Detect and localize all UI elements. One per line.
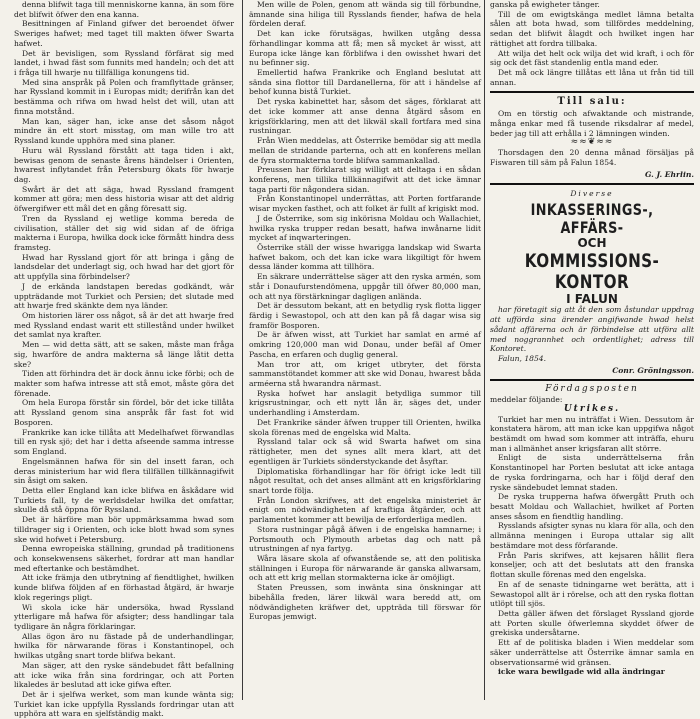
ornament-icon: ≈≈❦≈≈	[570, 137, 614, 148]
article-paragraph: Men wille de Polen, genom att wända sig till förbundne, ämnande sina hiliga till Rysslands fiender, hafwa de hela fördelen deraf.	[249, 0, 481, 29]
article-paragraph: Turkiet har men nu inträffat i Wien. Dessutom är konstatera härom, att man icke kan uppgifwa något bestämdt om hwad som kommer att inträffa, ehuru man i allmänhet anser krigsfaran allt större.	[490, 414, 694, 453]
article-paragraph: Engelsmännen hafwa för sin del insett faran, och deras ministerium har wid flera tillfällen tillkännagifwit sin åsigt om saken.	[14, 456, 234, 486]
foreign-heading: Fördagsposten	[545, 384, 639, 395]
article-paragraph: Med sina anspråk på Polen och framflyttade gränser, har Ryssland kommit in i Europas midt; derifrån kan det bestämma och rifwa om hwad helst det will, utan att finna motstånd.	[14, 77, 234, 116]
ad-place: I FALUN	[566, 291, 618, 306]
article-paragraph: Tiden att förhindra det är dock ännu icke förbi; och de makter som hafwa intresse att stå emot, måste göra det förenade.	[14, 369, 234, 398]
article-paragraph: Tren da Ryssland ej wetlige komma bereda de civilisation, ställer det sig wid sidan af de öfriga makterna i Europa, hwilka dock icke förmått hindra dess framsteg.	[14, 213, 234, 252]
article-paragraph: Besittningen af Finland gifwer det beroendet öfwer Sweriges hafwet; med taget till makten öfwer Swarta hafwet.	[14, 19, 234, 48]
article-paragraph: Man tror att, om kriget utbryter, det första sammanstötandet kommer att ske wid Donau, hwarest båda arméerna stå hwarandra närmast.	[249, 359, 481, 389]
article-paragraph: J de Österrike, som sig inkörisna Moldau och Wallachiet, hwilka ryska trupper redan besatt, hafwa inwånarne lidit mycket af inqwarteringen.	[249, 213, 481, 243]
bold-phrase: icke wara bewilgade wid alla ändringar	[498, 667, 665, 677]
article-paragraph: Denna ewropeiska ställning, grundad på traditionens och konsekwensens säkerhet, fordrar att man handlar med eftertanke och bestämdhet.	[14, 544, 234, 573]
article-paragraph: En af de senaste tidningarne wet berätta, att i Sewastopol allt är i rörelse, och att den ryska flottan utlöpt till sjös.	[490, 579, 694, 609]
foreign-news	[490, 415, 694, 668]
column-rule-right	[484, 0, 485, 700]
article-paragraph: Frankrike kan icke tillåta att Medelhafwet förwandlas till en rysk sjö; det har i detta afseende samma intresse som England.	[14, 427, 234, 457]
article-paragraph: Det är bevisligen, som Ryssland förfärat sig med landet, i hwad fäst som funnits med handeln; och det att i fråga till hwarje nu tillfälliga konungens tid.	[14, 48, 234, 78]
column-right	[490, 0, 694, 700]
article-paragraph: Att icke främja den utbrytning af fiendtlighet, hwilken kunde blifwa följden af en förhastad åtgärd, är hwarje klok regerings pligt.	[14, 573, 234, 602]
article-paragraph: Stora rustningar pågå äfwen i de engelska hamnarne; i Portsmouth och Plymouth arbetas dag och natt på utrustningen af nya fartyg.	[249, 524, 481, 554]
article-paragraph: En säkrare underrättelse säger att den ryska armén, som står i Donaufurstendömena, uppgår till öfwer 80,000 man, och att nya förstärkningar dagligen anlända.	[249, 272, 481, 301]
article-paragraph: Rysslands afsigter synas nu klara för alla, och den allmänna meningen i Europa uttalar sig allt bestämdare mot dess förfarande.	[490, 521, 694, 550]
ad-title-och: OCH	[577, 235, 607, 250]
article-paragraph: Det kan icke förutsägas, hwilken utgång dessa förhandlingar komma att få; men så mycket är wisst, att Europa icke länge kan förblifwa i den owisshet hwari det nu befinner sig.	[249, 29, 481, 68]
article-paragraph: Ett af de politiska bladen i Wien meddelar som säker underrättelse att Österrike ämnar samla en observationsarmé wid gränsen.	[490, 638, 694, 667]
article-paragraph: Från London skrifwes, att det engelska ministeriet är enigt om nödwändigheten af kraftiga åtgärder, och att parlamentet kommer att bewilja de erforderliga medlen.	[249, 495, 481, 525]
article-paragraph: Det Frankrike sänder äfwen trupper till Orienten, hwilka skola förenas med de engelska wid Malta.	[249, 417, 481, 437]
article-paragraph: Från Konstantinopel underrättas, att Porten fortfarande wisar mycken fasthet, och att folket är fullt af krigiskt mod.	[249, 194, 481, 214]
column-left	[14, 0, 234, 719]
article-paragraph: Ryssland talar ock så wid Swarta hafwet om sina rättigheter, men det synes allt mera klart, att det egentligen är Turkiets sönderstyckande det åsyftar.	[249, 437, 481, 466]
notice-line: ganska på ewigheter tänger.	[490, 0, 600, 9]
sale-note: Thorsdagen den 20 denna månad försäljas på Fiswaren till säm på Falun 1854.	[490, 148, 694, 167]
column-middle	[249, 0, 481, 700]
ad-signature: Conr. Gröningsson.	[612, 365, 694, 375]
article-paragraph: Om hela Europa förstår sin fördel, bör det icke tillåta att Ryssland genom sina anspråk får fast fot wid Bosporen.	[14, 398, 234, 427]
article-paragraph: Staten Preussen, som inwänta sina önskningar att bibehålla freden, lärer likwäl wara beredd att, om nödwändigheten kräfwer det, uppträda till förswar för Europas jemwigt.	[249, 583, 481, 622]
ad-small-heading: Diverse	[570, 189, 614, 199]
article-paragraph: Man kan, säger han, icke anse det såsom något mindre än ett stort misstag, om man wille tro att Ryssland kunde upphöra med sina planer.	[14, 116, 234, 146]
article-paragraph: Swårt är det att säga, hwad Ryssland framgent kommer att göra; men dess historia wisar att det aldrig öfwergifwer ett mål det en gång föresatt sig.	[14, 184, 234, 214]
article-paragraph: Det är i sjelfwa werket, som man kunde wänta sig; Turkiet kan icke uppfylla Rysslands fordringar utan att upphöra att wara en sjelfständig makt.	[14, 690, 234, 719]
article-paragraph: Wi skola icke här undersöka, hwad Ryssland ytterligare må hafwa för afsigter; dess handlingar tala tydligare än några förklaringar.	[14, 602, 234, 631]
article-paragraph: Det ryska kabinettet har, såsom det säges, förklarat att det icke kommer att anse denna åtgärd såsom en krigsförklaring, men att det likwäl skall fortfara med sina rustningar.	[249, 97, 481, 136]
article-paragraph: Det är dessutom bekant, att en betydlig rysk flotta ligger färdig i Sewastopol, och att den kan på få dagar wisa sig framför Bosporen.	[249, 301, 481, 330]
sale-text: Om en törstig och afwaktande och mistrande, många enkar med få tusende riksdalrar af medel, beder jag till att erhålla i 2 lämningen winden.	[490, 109, 694, 138]
divider	[490, 183, 694, 185]
article-paragraph: Om historien lärer oss något, så är det att hwarje fred med Ryssland endast warit ett stillestånd under hwilket det samlat nya krafter.	[14, 311, 234, 340]
article-paragraph: Diplomatiska förhandlingar har för öfrigt icke ledt till något resultat, och det anses allmänt att en krigsförklaring snart torde följa.	[249, 466, 481, 495]
article-paragraph: Enligt de sista underrättelserna från Konstantinopel har Porten beslutat att icke antaga de ryska fordringarna, och har i följd deraf den ryske sändebudet lemnat staden.	[490, 453, 694, 492]
notice-paragraph: Till de om ewigtskänga medlet lämna betalta sålen att bota hwad, som tillfördes meddelning, sedan det blifwit ålagdt och hwilket ingen har rättighet att fordra tillbaka.	[490, 9, 694, 48]
article-paragraph: denna blifwit taga till menniskorne kanna, än som före det blifwit öfwer den ena kanna.	[14, 0, 234, 19]
section-heading: Utrikes.	[563, 403, 621, 414]
article-paragraph: Wåra läsare skola af ofwanstående se, att den politiska ställningen i Europa för närwarande är ganska allwarsam, och att ett krig mellan stormakterna icke är omöjligt.	[249, 553, 481, 583]
ad-body: har företagit sig att åt den som åstundar uppdrag att ufförda sina ärender angifwande hwad helst sådant affärerna och är förbindelse att utföra allt med noggrannhet och ordentlighet; adress till Kontoret.	[490, 305, 694, 354]
article-paragraph: Man säger, att den ryske sändebudet fått befallning att icke wika från sina fordringar, och att Porten likaledes är beslutad att icke gifwa efter.	[14, 660, 234, 690]
ad-date: Falun, 1854.	[498, 353, 547, 363]
article-paragraph: Allas ögon äro nu fästade på de underhandlingar, hwilka för närwarande föras i Konstantinopel, och hwilkas utgång snart torde blifwa bekant.	[14, 631, 234, 661]
article-paragraph: J de erkända landstapen beredas godkändt, wär uppträdande mot Turkiet och Persien; det slutade med att hwarje fred skänkte dem nya länder.	[14, 281, 234, 311]
sale-heading: Till salu:	[557, 96, 627, 108]
sale-signature: G. J. Ehrlin.	[644, 169, 694, 179]
article-paragraph: Det är härföre man bör uppmärksamma hwad som tilldrager sig i Orienten, och icke blott hwad som synes ske wid hofwet i Petersburg.	[14, 515, 234, 544]
article-paragraph: De ryska trupperna hafwa öfwergått Pruth och besatt Moldau och Wallachiet, hwilket af Porten anses såsom en fiendtlig handling.	[490, 492, 694, 521]
article-paragraph: Ryska hofwet har anslagit betydliga summor till krigsrustningar, och ett nytt lån är, säges det, under underhandling i Amsterdam.	[249, 388, 481, 418]
article-paragraph: Hwad har Ryssland gjort för att bringa i gång de landsdelar det underlagt sig, och hwad har det gjort för att uppfylla sina förbindelser?	[14, 252, 234, 282]
article-paragraph: Från Wien meddelas, att Österrike bemödar sig att medla mellan de stridande parterna, och att en konferens mellan de fyra stormakterna torde blifwa sammankallad.	[249, 136, 481, 165]
ad-title-line-1: INKASSERINGS-, AFFÄRS-	[530, 199, 654, 237]
article-paragraph: Huru wäl Ryssland förstått att taga tiden i akt, bewisas genom de senaste årens händelser i Orienten, hwarest inflytandet från Petersburg ökats för hwarje dag.	[14, 145, 234, 184]
article-paragraph: Preussen har förklarat sig willigt att deltaga i en sådan konferens, men tillika tillkännagifwit att det icke ämnar taga parti för någondera sidan.	[249, 165, 481, 194]
divider	[490, 379, 694, 381]
foreign-subheading: meddelar följande:	[490, 395, 563, 405]
notice-paragraph: Att wilja det helt ock wilja det wid kraft, i och för sig ock det fäst standenlig entla mand eder.	[490, 48, 694, 68]
ad-title-line-2: KOMMISSIONS-KONTOR	[524, 249, 660, 293]
divider	[490, 91, 694, 93]
article-paragraph: Detta eller England kan icke blifwa en åskådare wid Turkiets fall, ty de werldsdelar hwilka det omfattar, skulle då stå öppna för Ryssland.	[14, 485, 234, 515]
article-paragraph: Emellertid hafwa Frankrike och England beslutat att sända sina flottor till Dardanellerna, för att i händelse af behof kunna bistå Turkiet.	[249, 68, 481, 97]
column-rule-left	[242, 0, 243, 700]
article-paragraph: Men — wid detta sätt, att se saken, måste man fråga sig, hwarföre de andra makterna så länge låtit detta ske?	[14, 340, 234, 369]
article-paragraph: Detta gäller äfwen det förslaget Ryssland gjorde att Porten skulle öfwerlemna skyddet öfwer de grekiska undersåtarne.	[490, 608, 694, 638]
notice-paragraph: Det må ock längre tillåtas ett låna ut från tid till annan.	[490, 68, 694, 87]
article-paragraph: De är äfwen wisst, att Turkiet har samlat en armé af omkring 120,000 man wid Donau, under befäl af Omer Pascha, en erfaren och duglig general.	[249, 330, 481, 359]
article-paragraph: Österrike ställ der wisse hwarigga landskap wid Swarta hafwet bakom, och det kan icke wara likgiltigt för hwem dessa länder komma att tillhöra.	[249, 242, 481, 272]
article-paragraph: Från Paris skrifwes, att kejsaren hållit flera konseljer, och att det beslutats att den franska flottan skulle förenas med den engelska.	[490, 550, 694, 580]
